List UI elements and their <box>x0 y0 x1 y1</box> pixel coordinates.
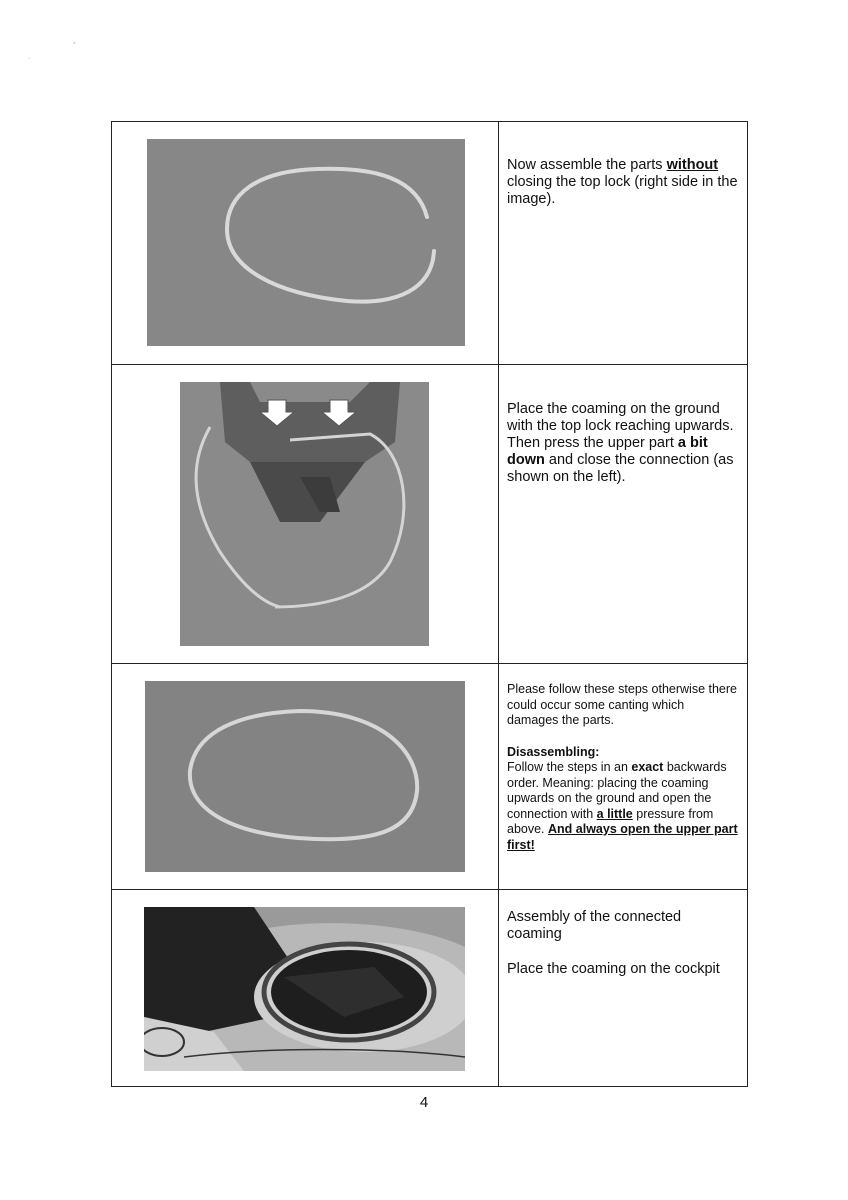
disassembling-heading: Disassembling: <box>507 744 600 759</box>
text-part: pressure from above. <box>507 806 714 836</box>
emphasis-exact: exact <box>631 760 664 774</box>
image-cell <box>112 890 499 1086</box>
warning-open-upper-first: And always open the upper part first! <box>507 822 738 852</box>
coaming-on-cockpit-photo <box>144 907 465 1071</box>
instruction-table <box>111 121 748 1087</box>
instruction-row-4 <box>112 889 747 1086</box>
emphasis-a-bit-down: a bit down <box>507 435 708 468</box>
scan-speck: ◦ <box>73 40 76 47</box>
instruction-text-2 <box>499 365 747 663</box>
text-part: closing the top lock (right side in the image). <box>507 174 738 207</box>
instruction-text-1 <box>499 122 747 364</box>
pressing-down-photo <box>180 382 429 646</box>
instruction-row-2 <box>112 364 747 663</box>
instruction-text-4 <box>499 890 747 1086</box>
image-cell <box>112 365 499 663</box>
emphasis-a-little: a little <box>596 806 633 821</box>
text-part: Place the coaming on the ground with the top lock reaching upwards. Then press the upper part <box>507 401 734 451</box>
instruction-text-3 <box>499 664 747 889</box>
place-on-cockpit: Place the coaming on the cockpit <box>507 961 720 977</box>
text-part: Now assemble the parts <box>507 157 667 173</box>
image-cell <box>112 122 499 364</box>
disassembling-body <box>507 760 739 853</box>
image-cell <box>112 664 499 889</box>
emphasis-without: without <box>666 157 719 173</box>
canting-note: Please follow these steps otherwise there could occur some canting which damages the parts. <box>507 682 737 727</box>
text-part: Follow the steps in an <box>507 760 632 774</box>
scan-speck: · <box>28 55 31 62</box>
text-part: and close the connection (as shown on the left). <box>507 452 734 485</box>
page-number: 4 <box>419 1094 429 1111</box>
text-part: backwards order. Meaning: placing the coaming upwards on the ground and open the connection with <box>507 760 727 821</box>
instruction-row-3 <box>112 663 747 889</box>
coaming-open-photo <box>147 139 465 346</box>
assembly-connected-coaming: Assembly of the connected coaming <box>507 909 682 942</box>
instruction-row-1 <box>112 122 747 364</box>
closed-ring-photo <box>145 681 465 872</box>
